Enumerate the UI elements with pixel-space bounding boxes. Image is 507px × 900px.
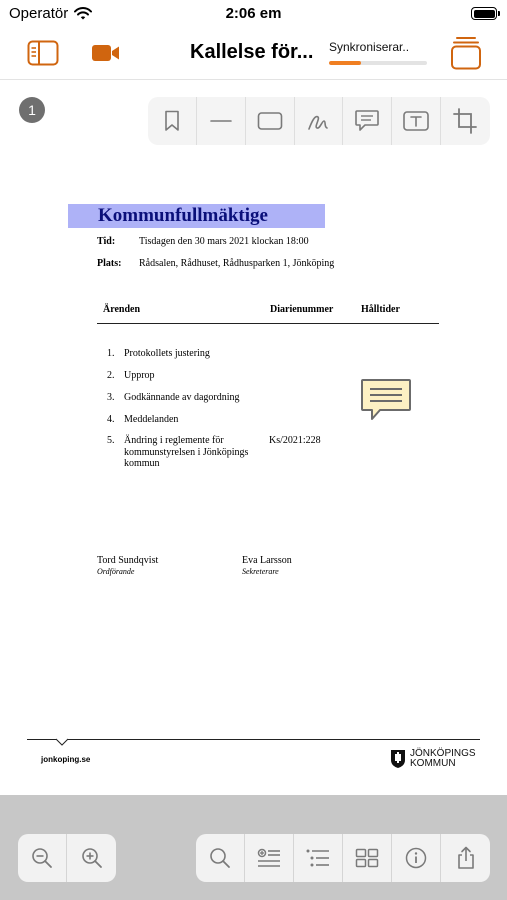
crop-icon [453, 108, 477, 134]
carrier-label: Operatör [9, 5, 69, 22]
rectangle-tool-button[interactable] [246, 97, 295, 145]
thumbnails-icon [355, 848, 379, 868]
annotation-list-icon [256, 847, 282, 869]
outline-button[interactable] [294, 834, 343, 882]
search-icon [209, 847, 231, 869]
page-number-badge: 1 [19, 97, 45, 123]
battery-icon [471, 7, 497, 20]
coat-of-arms-icon [390, 749, 406, 769]
agenda-item [107, 348, 254, 360]
footer-notch [56, 738, 68, 746]
document-tools [196, 834, 490, 882]
info-button[interactable] [392, 834, 441, 882]
diary-number: Ks/2021:228 [269, 435, 321, 446]
zoom-out-icon [31, 847, 53, 869]
sync-status [329, 40, 427, 65]
zoom-in-icon [81, 847, 103, 869]
logo-text-line2: KOMMUN [410, 758, 456, 769]
search-button[interactable] [196, 834, 245, 882]
column-header-matters: Ärenden [103, 304, 141, 315]
sync-progress-bar [329, 61, 427, 65]
document-title: Kallelse för... [190, 41, 314, 63]
column-header-times: Hålltider [361, 304, 400, 315]
thumbnails-button[interactable] [343, 834, 392, 882]
info-icon [405, 847, 427, 869]
agenda-item-text: Upprop [124, 370, 155, 381]
annotation-list-button[interactable] [245, 834, 294, 882]
sync-label: Synkroniserar.. [329, 40, 410, 54]
stacked-documents-icon [450, 36, 482, 70]
crop-tool-button[interactable] [441, 97, 490, 145]
logo-text-line1: JÖNKÖPINGS [410, 748, 476, 759]
column-header-diary-number: Diarienummer [270, 304, 334, 315]
agenda-item-number: 1. [107, 348, 115, 359]
time-label: Tid: [97, 236, 116, 247]
municipality-logo [390, 749, 476, 769]
agenda-item-number: 2. [107, 370, 115, 381]
footer-rule [27, 739, 480, 740]
comment-icon [354, 109, 380, 133]
zoom-controls [18, 834, 116, 882]
freehand-icon [306, 109, 330, 133]
sync-progress-fill [329, 61, 361, 65]
agenda-item [107, 370, 254, 382]
agenda-item [107, 435, 254, 470]
footer-website: jonkoping.se [41, 755, 91, 764]
comment-note-icon[interactable] [360, 377, 412, 427]
annotation-toolbar [148, 97, 490, 145]
time-value: Tisdagen den 30 mars 2021 klockan 18:00 [139, 236, 309, 247]
video-camera-icon [91, 43, 121, 63]
text-box-tool-button[interactable] [392, 97, 441, 145]
rectangle-icon [257, 111, 283, 131]
signature-chair-name: Tord Sundqvist [97, 555, 159, 566]
place-value: Rådsalen, Rådhuset, Rådhusparken 1, Jönköping [139, 258, 335, 269]
agenda-item-number: 5. [107, 435, 115, 446]
bookmark-tool-button[interactable] [148, 97, 197, 145]
freehand-tool-button[interactable] [295, 97, 344, 145]
agenda-item-number: 4. [107, 414, 115, 425]
navigation-bar [0, 28, 507, 80]
signature-secretary-role: Sekreterare [242, 567, 279, 576]
header-divider [97, 323, 439, 324]
share-button[interactable] [441, 834, 490, 882]
bottom-toolbar [0, 795, 507, 900]
line-icon [210, 119, 232, 123]
document-page[interactable] [0, 145, 507, 795]
tabs-button[interactable] [448, 34, 484, 72]
agenda-item-number: 3. [107, 392, 115, 403]
clock: 2:06 em [225, 5, 282, 22]
document-heading: Kommunfullmäktige [68, 204, 325, 228]
signature-chair-role: Ordförande [97, 567, 135, 576]
sidebar-icon [27, 40, 59, 66]
bookmark-icon [163, 110, 181, 132]
video-button[interactable] [88, 38, 124, 68]
text-box-icon [402, 110, 430, 132]
signature-secretary-name: Eva Larsson [242, 555, 292, 566]
agenda-item-text: Protokollets justering [124, 348, 210, 359]
agenda-item-text: Godkännande av dagordning [124, 392, 240, 403]
agenda-item [107, 392, 254, 404]
zoom-in-button[interactable] [67, 834, 116, 882]
outline-icon [305, 848, 331, 868]
zoom-out-button[interactable] [18, 834, 67, 882]
share-icon [456, 846, 476, 870]
status-bar [0, 0, 507, 28]
line-tool-button[interactable] [197, 97, 246, 145]
comment-tool-button[interactable] [343, 97, 392, 145]
place-label: Plats: [97, 258, 122, 269]
agenda-item-text: Meddelanden [124, 414, 179, 425]
sidebar-toggle-button[interactable] [25, 38, 61, 68]
agenda-item-text: Ändring i reglemente för kommunstyrelsen i Jönköpings kommun [124, 435, 249, 469]
agenda-item [107, 414, 254, 426]
